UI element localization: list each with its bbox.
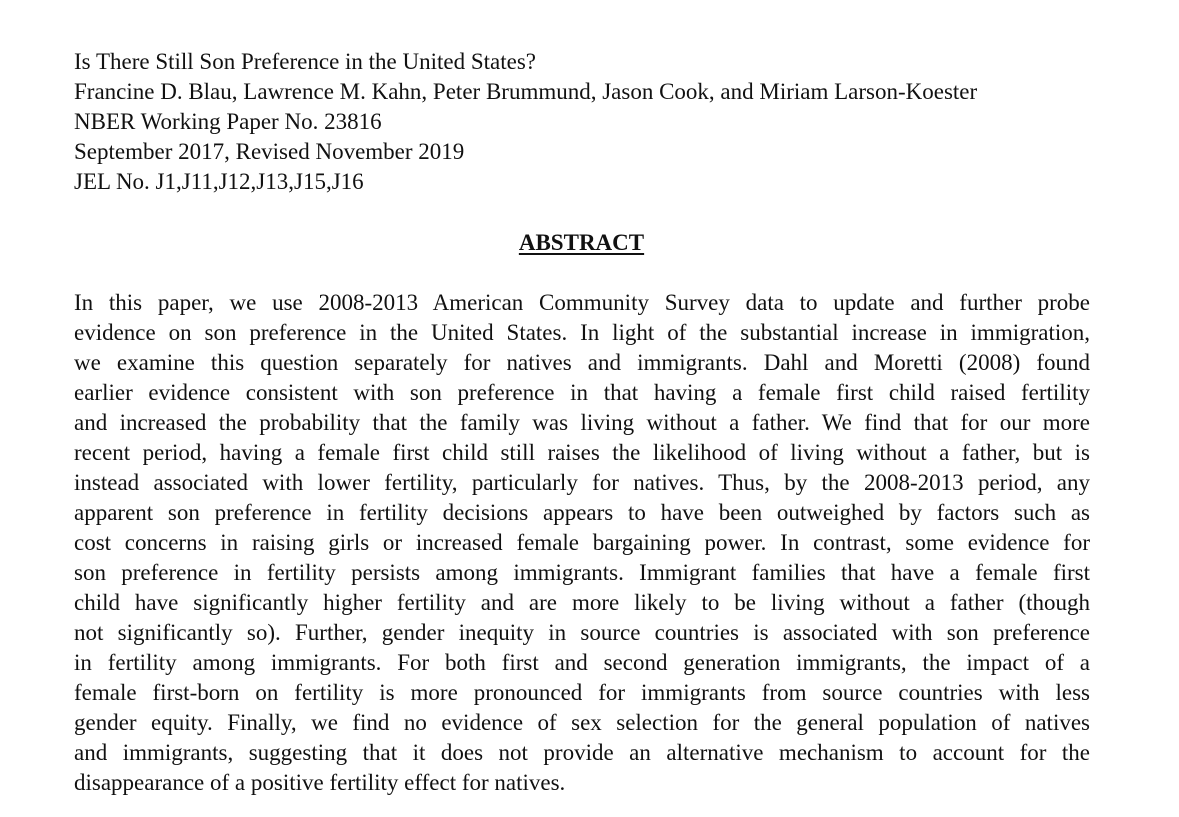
paper-authors: Francine D. Blau, Lawrence M. Kahn, Peter Brummund, Jason Cook, and Miriam Larson-Koester [74,79,978,104]
abstract-line: apparent son preference in fertility decisions appears to have been outweighed by factors such as [74,500,1090,525]
abstract-line: cost concerns in raising girls or increased female bargaining power. In contrast, some evidence for [74,530,1090,555]
abstract-line: child have significantly higher fertility and are more likely to be living without a father (though [74,590,1090,615]
abstract-line: not significantly so). Further, gender inequity in source countries is associated with son preference [74,620,1090,645]
paper-metadata [74,47,1114,197]
paper-series: NBER Working Paper No. 23816 [74,109,382,134]
paper-jel-codes: JEL No. J1,J11,J12,J13,J15,J16 [74,169,364,194]
abstract-line: and immigrants, suggesting that it does not provide an alternative mechanism to account for the [74,740,1090,765]
abstract-line: gender equity. Finally, we find no evidence of sex selection for the general population of natives [74,710,1090,735]
abstract-body [74,288,1090,798]
abstract-line: female first-born on fertility is more pronounced for immigrants from source countries with less [74,680,1090,705]
abstract-line: recent period, having a female first child still raises the likelihood of living without a father, but is [74,440,1090,465]
abstract-line: In this paper, we use 2008-2013 American Community Survey data to update and further probe [74,290,1090,315]
abstract-line: in fertility among immigrants. For both first and second generation immigrants, the impact of a [74,650,1090,675]
abstract-line: evidence on son preference in the United States. In light of the substantial increase in immigration, [74,320,1090,345]
abstract-line: son preference in fertility persists among immigrants. Immigrant families that have a female first [74,560,1090,585]
abstract-line: earlier evidence consistent with son preference in that having a female first child raised fertility [74,380,1090,405]
paper-title: Is There Still Son Preference in the United States? [74,49,537,74]
abstract-line: and increased the probability that the family was living without a father. We find that for our more [74,410,1090,435]
abstract-line: disappearance of a positive fertility effect for natives. [74,770,566,795]
abstract-line: we examine this question separately for natives and immigrants. Dahl and Moretti (2008) found [74,350,1090,375]
abstract-heading-container [0,228,1163,258]
paper-date: September 2017, Revised November 2019 [74,139,465,164]
abstract-line: instead associated with lower fertility, particularly for natives. Thus, by the 2008-2013 period, any [74,470,1090,495]
abstract-heading: ABSTRACT [518,230,645,255]
